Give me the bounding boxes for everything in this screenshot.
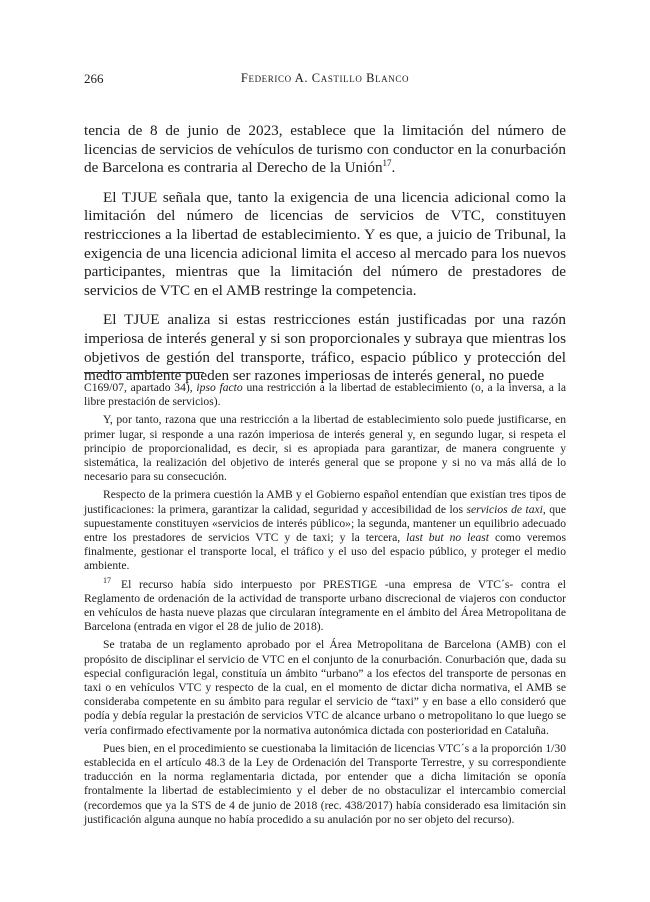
footnotes [84, 381, 566, 831]
footnote-17-number: 17 [103, 575, 111, 585]
footnote-paragraph: Se trataba de un reglamento aprobado por el Área Metropolitana de Barcelona (AMB) con el propósito de disciplinar el servicio de VTC en el conjunto de la conurbación. Conurbación que, dada su especial configuración legal, constituía un ámbito “urbano” a los efectos del transporte de personas en taxi o en vehículos VTC y respecto de la cual, en el momento de dictar dicha normativa, el AMB se consideraba competente en su ámbito para regular el servicio de “taxi” y en base a ello consideró que podía y debía regular la prestación de servicios VTC de alcance urbano o metropolitano lo que luego se vería confirmado efectivamente por la normativa autonómica dictada con posterioridad en Cataluña. [84, 638, 566, 737]
footnote-17-text: El recurso había sido interpuesto por PRESTIGE -una empresa de VTC´s- contra el Reglamento de ordenación de la actividad de transporte urbano discrecional de viajeros con conductor en vehículos de hasta nueve plazas que circularan íntegramente en el ámbito del Área Metropolitana de Barcelona (entrada en vigor el 28 de julio de 2018). [84, 577, 566, 634]
note-italic: last but no least [406, 531, 490, 545]
paragraph-3: El TJUE analiza si estas restricciones están justificadas por una razón imperiosa de interés general y si son proporcionales y subraya que mientras los objetivos de gestión del transporte, tráfico, espacio público y protección del medio ambiente pueden ser razones imperiosas de interés general, no puede [84, 311, 566, 385]
page-header [84, 71, 566, 87]
note-text: C169/07, apartado 34), [84, 381, 197, 394]
footnote-separator [84, 372, 204, 373]
footnote-17 [84, 575, 566, 635]
note-text: Respecto de la primera cuestión la AMB y el Gobierno español entendían que existían tres tipos de justificaciones: la primera, garantizar la calidad, seguridad y accesibilidad de los [84, 488, 566, 516]
note-italic: ipso facto [196, 381, 243, 394]
note-text: , que supuestamente constituyen «servicios de interés público»; la segunda, mantener un equilibrio adecuado entre los prestadores de servicios VTC y de taxi; y la tercera, [84, 502, 566, 545]
note-text: como veremos finalmente, gestionar el transporte local, el tráfico y el uso del espacio público, y proteger el medio ambiente. [84, 531, 566, 573]
footnote-paragraph: Y, por tanto, razona que una restricción a la libertad de establecimiento solo puede justificarse, en primer lugar, si responde a una razón imperiosa de interés general y, en segundo lugar, si respeta el principio de proporcionalidad, es decir, si es apropiada para garantizar, de manera congruente y sistemática, la realización del objetivo de interés general que se propone y si no va más allá de lo necesario para su consecución. [84, 413, 566, 484]
paragraph-1-text: tencia de 8 de junio de 2023, establece que la limitación del número de licencias de servicios de vehículos de turismo con conductor en la conurbación de Barcelona es contraria al Derecho de la Unión [84, 122, 566, 177]
footnote-ref-17[interactable]: 17 [382, 158, 392, 169]
footnote-paragraph: Pues bien, en el procedimiento se cuestionaba la limitación de licencias VTC´s a la proporción 1/30 establecida en el artículo 48.3 de la Ley de Ordenación del Transporte Terrestre, y su correspondiente traducción en la norma reglamentaria dictada, por entender que a dicha limitación se oponía frontalmente la libertad de establecimiento y el deber de no obstaculizar el intercambio comercial (recordemos que ya la STS de 4 de junio de 2018 (rec. 438/2017) había considerado esa limitación sin justificación alguna aunque no había procedido a su anulación por no ser objeto del recurso). [84, 741, 566, 826]
running-head-author: Federico A. Castillo Blanco [240, 71, 410, 85]
paragraph-1 [84, 122, 566, 178]
main-text [84, 122, 566, 397]
note-text: una restricción a la libertad de establecimiento (o, a la inversa, a la libre prestación de servicios). [84, 381, 566, 409]
footnote-paragraph [84, 488, 566, 573]
paragraph-2: El TJUE señala que, tanto la exigencia de una licencia adicional como la limitación del número de licencias de servicios de VTC, constituyen restricciones a la libertad de establecimiento. Y es que, a juicio de Tribunal, la exigencia de una licencia adicional limita el acceso al mercado para los nuevos participantes, mientras que la limitación del número de prestadores de servicios de VTC en el AMB restringe la competencia. [84, 188, 566, 299]
page-number: 266 [84, 71, 104, 86]
note-italic: servicios de taxi [466, 502, 543, 516]
paragraph-1-end: . [391, 159, 396, 177]
footnote-continuation [84, 381, 566, 409]
book-page [84, 0, 566, 902]
